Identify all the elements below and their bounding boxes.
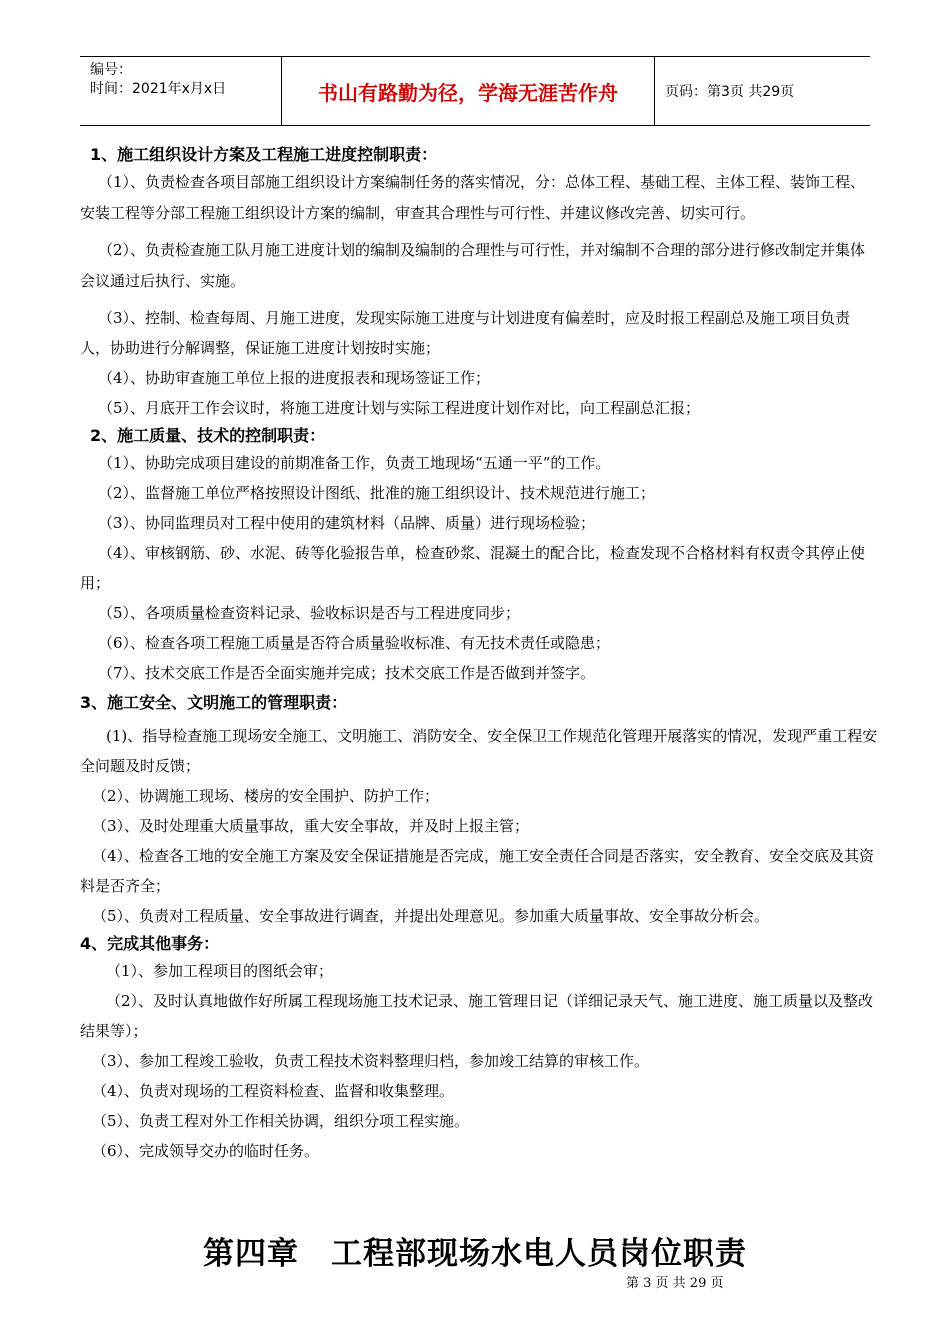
number-label: 编号： (90, 62, 132, 78)
paragraph: （5）、月底开工作会议时，将施工进度计划与实际工程进度计划作对比，向工程副总汇报； (98, 399, 701, 417)
header-page-info: 页码：第3页 共29页 (665, 84, 795, 100)
paragraph: （4）、检查各工地的安全施工方案及安全保证措施是否完成，施工安全责任合同是否落实，安全教育、安全交底及其资料是否齐全； (80, 847, 875, 895)
paragraph: （3）、控制、检查每周、月施工进度，发现实际施工进度与计划进度有偏差时，应及时报工程副总及施工项目负责人，协助进行分解调整，保证施工进度计划按时实施； (80, 309, 851, 357)
chapter-title: 第四章 工程部现场水电人员岗位职责 (203, 1236, 747, 1272)
time-label: 时间：2021年x月x日 (90, 81, 227, 97)
paragraph: （2）、及时认真地做作好所属工程现场施工技术记录、施工管理日记（详细记录天气、施工进度、施工质量以及整改结果等）； (80, 992, 874, 1040)
paragraph: （2）、协调施工现场、楼房的安全围护、防护工作； (92, 787, 440, 805)
paragraph: （3）、参加工程竣工验收，负责工程技术资料整理归档，参加竣工结算的审核工作。 (92, 1052, 650, 1070)
paragraph: （4）、负责对现场的工程资料检查、监督和收集整理。 (92, 1082, 455, 1100)
paragraph: （2）、负责检查施工队月施工进度计划的编制及编制的合理性与可行性，并对编制不合理的部分进行修改制定并集体会议通过后执行、实施。 (80, 241, 866, 290)
paragraph: （4）、审核钢筋、砂、水泥、砖等化验报告单，检查砂浆、混凝土的配合比，检查发现不合格材料有权责令其停止使用； (80, 544, 866, 592)
paragraph: （4）、协助审查施工单位上报的进度报表和现场签证工作； (98, 369, 491, 387)
section-heading: 3、施工安全、文明施工的管理职责： (80, 693, 348, 712)
section-heading: 2、施工质量、技术的控制职责： (90, 426, 326, 445)
section-heading: 4、完成其他事务： (80, 934, 220, 953)
section-heading: 1、施工组织设计方案及工程施工进度控制职责： (90, 145, 438, 164)
paragraph: （1）、协助完成项目建设的前期准备工作，负责工地现场“五通一平”的工作。 (98, 454, 611, 472)
paragraph: （6）、完成领导交办的临时任务。 (92, 1142, 320, 1160)
paragraph: （3）、协同监理员对工程中使用的建筑材料（品牌、质量）进行现场检验； (98, 514, 596, 532)
paragraph: （1）、负责检查各项目部施工组织设计方案编制任务的落实情况，分：总体工程、基础工程、主体工程、装饰工程、安装工程等分部工程施工组织设计方案的编制，审查其合理性与可行性、并建议修改完善、切实可行。 (80, 173, 866, 222)
paragraph: （7）、技术交底工作是否全面实施并完成；技术交底工作是否做到并签字。 (98, 664, 596, 682)
paragraph: （5）、负责对工程质量、安全事故进行调查，并提出处理意见。参加重大质量事故、安全事故分析会。 (92, 907, 770, 925)
paragraph: （5）、负责工程对外工作相关协调，组织分项工程实施。 (92, 1112, 470, 1130)
page-header (80, 56, 870, 126)
page-footer: 第 3 页 共 29 页 (626, 1276, 724, 1291)
paragraph: （1）、参加工程项目的图纸会审； (106, 962, 334, 980)
paragraph: （3）、及时处理重大质量事故，重大安全事故，并及时上报主管； (92, 817, 530, 835)
paragraph: （2）、监督施工单位严格按照设计图纸、批准的施工组织设计、技术规范进行施工； (98, 484, 656, 502)
document-body (80, 142, 880, 1166)
header-motto: 书山有路勤为径，学海无涯苦作舟 (282, 57, 655, 125)
header-meta (80, 57, 282, 125)
paragraph: (1)、指导检查施工现场安全施工、文明施工、消防安全、安全保卫工作规范化管理开展落实的情况，发现严重工程安全问题及时反馈； (80, 727, 878, 775)
paragraph: （5）、各项质量检查资料记录、验收标识是否与工程进度同步； (98, 604, 521, 622)
paragraph: （6）、检查各项工程施工质量是否符合质量验收标准、有无技术责任或隐患； (98, 634, 611, 652)
